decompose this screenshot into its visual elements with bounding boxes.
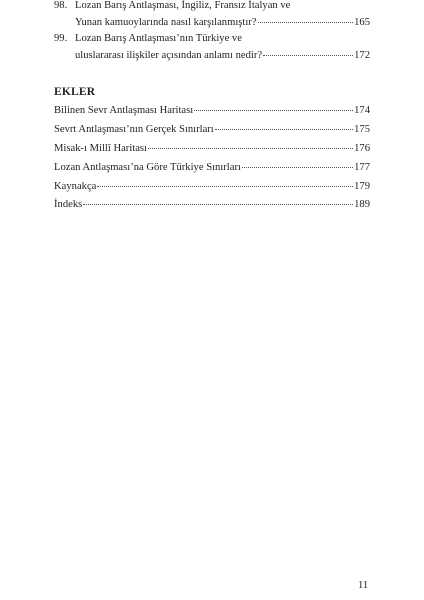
dot-leader (148, 148, 353, 149)
question-number: 98. (54, 0, 68, 11)
question-line-2: Yunan kamuoylarında nasıl karşılanmıştır? (75, 17, 257, 28)
question-line-1: Lozan Barış Antlaşması, İngiliz, Fransız İtalyan ve (75, 0, 291, 11)
toc-entry (54, 160, 370, 176)
dot-leader (215, 129, 353, 130)
page-folio: 11 (358, 580, 369, 591)
question-line-2: uluslararası ilişkiler açısından anlamı nedir? (75, 50, 263, 61)
page-number: 172 (354, 50, 370, 61)
question-line-2-row (54, 47, 370, 64)
dot-leader (194, 110, 353, 111)
question-line-2-row (54, 14, 370, 31)
toc-question-99 (54, 30, 370, 64)
page-number: 189 (354, 199, 370, 210)
toc-entry (54, 179, 370, 195)
page-number: 175 (354, 124, 370, 135)
dot-leader (258, 22, 354, 23)
page-number: 165 (354, 17, 370, 28)
page-number: 176 (354, 143, 370, 154)
toc-entry (54, 103, 370, 119)
entry-label: Bilinen Sevr Antlaşması Haritası (54, 105, 194, 116)
toc-entry (54, 141, 370, 157)
page-number: 177 (354, 162, 370, 173)
toc-entry (54, 197, 370, 213)
dot-leader (83, 204, 353, 205)
question-number: 99. (54, 33, 68, 44)
entry-label: Misak-ı Millî Haritası (54, 143, 147, 154)
page-number: 179 (354, 181, 370, 192)
toc-question-98 (54, 0, 370, 31)
dot-leader (263, 55, 353, 56)
page-number: 174 (354, 105, 370, 116)
entry-label: Lozan Antlaşması’na Göre Türkiye Sınırları (54, 162, 241, 173)
entry-label: Sevrt Antlaşması’nın Gerçek Sınırları (54, 124, 214, 135)
question-line-1: Lozan Barış Antlaşması’nın Türkiye ve (75, 33, 242, 44)
dot-leader (242, 167, 353, 168)
section-title: EKLER (54, 86, 96, 98)
toc-entry (54, 122, 370, 138)
entry-label: Kaynakça (54, 181, 97, 192)
dot-leader (97, 186, 353, 187)
entry-label: İndeks (54, 199, 83, 210)
